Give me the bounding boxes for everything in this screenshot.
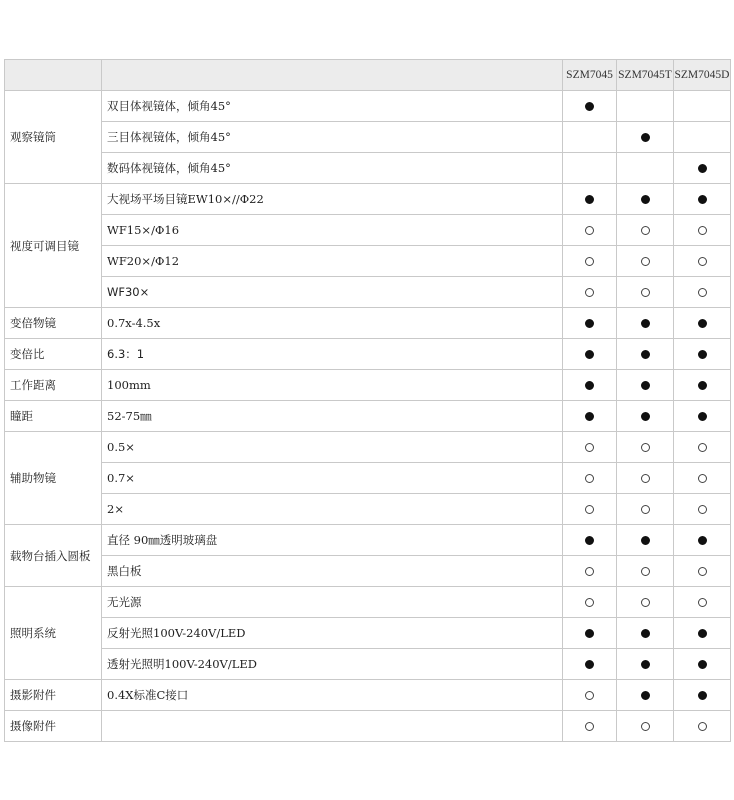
hollow-dot-icon bbox=[641, 598, 650, 607]
filled-dot-icon bbox=[698, 660, 707, 669]
availability-cell bbox=[674, 494, 731, 525]
filled-dot-icon bbox=[641, 381, 650, 390]
hollow-dot-icon bbox=[585, 226, 594, 235]
item-label: 0.7x-4.5x bbox=[102, 308, 563, 339]
availability-cell bbox=[563, 587, 617, 618]
availability-cell bbox=[563, 711, 617, 742]
item-label: 无光源 bbox=[102, 587, 563, 618]
item-label: 0.4X标准C接口 bbox=[102, 680, 563, 711]
filled-dot-icon bbox=[641, 629, 650, 638]
filled-dot-icon bbox=[641, 660, 650, 669]
hollow-dot-icon bbox=[641, 443, 650, 452]
filled-dot-icon bbox=[585, 381, 594, 390]
item-label: 0.7× bbox=[102, 463, 563, 494]
availability-cell bbox=[617, 711, 674, 742]
table-row bbox=[5, 587, 731, 618]
table-row bbox=[5, 370, 731, 401]
availability-cell bbox=[563, 494, 617, 525]
filled-dot-icon bbox=[698, 195, 707, 204]
filled-dot-icon bbox=[585, 629, 594, 638]
category-cell: 工作距离 bbox=[5, 370, 102, 401]
filled-dot-icon bbox=[585, 536, 594, 545]
filled-dot-icon bbox=[585, 412, 594, 421]
hollow-dot-icon bbox=[585, 474, 594, 483]
filled-dot-icon bbox=[698, 412, 707, 421]
availability-cell bbox=[674, 587, 731, 618]
hollow-dot-icon bbox=[641, 505, 650, 514]
availability-cell bbox=[563, 153, 617, 184]
hollow-dot-icon bbox=[641, 226, 650, 235]
table-row bbox=[5, 308, 731, 339]
filled-dot-icon bbox=[641, 412, 650, 421]
item-label: 直径 90㎜透明玻璃盘 bbox=[102, 525, 563, 556]
table-row bbox=[5, 122, 731, 153]
availability-cell bbox=[617, 556, 674, 587]
filled-dot-icon bbox=[585, 319, 594, 328]
model-header-szm7045t: SZM7045T bbox=[617, 60, 674, 91]
category-cell: 载物台插入圆板 bbox=[5, 525, 102, 587]
filled-dot-icon bbox=[585, 102, 594, 111]
hollow-dot-icon bbox=[698, 226, 707, 235]
filled-dot-icon bbox=[585, 350, 594, 359]
table-row bbox=[5, 494, 731, 525]
item-label: 52-75㎜ bbox=[102, 401, 563, 432]
availability-cell bbox=[674, 401, 731, 432]
availability-cell bbox=[563, 463, 617, 494]
table-row bbox=[5, 711, 731, 742]
availability-cell bbox=[674, 339, 731, 370]
filled-dot-icon bbox=[585, 660, 594, 669]
availability-cell bbox=[674, 711, 731, 742]
item-label: 0.5× bbox=[102, 432, 563, 463]
availability-cell bbox=[617, 215, 674, 246]
availability-cell bbox=[617, 308, 674, 339]
table-row bbox=[5, 432, 731, 463]
table-row bbox=[5, 215, 731, 246]
hollow-dot-icon bbox=[698, 443, 707, 452]
availability-cell bbox=[617, 649, 674, 680]
filled-dot-icon bbox=[698, 319, 707, 328]
availability-cell bbox=[617, 91, 674, 122]
item-label bbox=[102, 711, 563, 742]
hollow-dot-icon bbox=[585, 505, 594, 514]
availability-cell bbox=[563, 246, 617, 277]
category-cell: 观察镜筒 bbox=[5, 91, 102, 184]
table-row bbox=[5, 618, 731, 649]
availability-cell bbox=[563, 91, 617, 122]
availability-cell bbox=[617, 246, 674, 277]
availability-cell bbox=[563, 649, 617, 680]
hollow-dot-icon bbox=[641, 257, 650, 266]
filled-dot-icon bbox=[585, 195, 594, 204]
availability-cell bbox=[674, 556, 731, 587]
model-header-szm7045d: SZM7045D bbox=[674, 60, 731, 91]
filled-dot-icon bbox=[641, 691, 650, 700]
category-cell: 摄像附件 bbox=[5, 711, 102, 742]
availability-cell bbox=[563, 680, 617, 711]
filled-dot-icon bbox=[698, 691, 707, 700]
availability-cell bbox=[617, 277, 674, 308]
availability-cell bbox=[674, 246, 731, 277]
table-row bbox=[5, 339, 731, 370]
hollow-dot-icon bbox=[585, 288, 594, 297]
filled-dot-icon bbox=[641, 133, 650, 142]
availability-cell bbox=[617, 525, 674, 556]
table-row bbox=[5, 153, 731, 184]
spec-table-body bbox=[5, 60, 731, 742]
availability-cell bbox=[563, 122, 617, 153]
availability-cell bbox=[674, 618, 731, 649]
availability-cell bbox=[617, 587, 674, 618]
category-cell: 照明系统 bbox=[5, 587, 102, 680]
availability-cell bbox=[617, 618, 674, 649]
availability-cell bbox=[563, 339, 617, 370]
item-label: 大视场平场目镜EW10×//Φ22 bbox=[102, 184, 563, 215]
item-label: 2× bbox=[102, 494, 563, 525]
filled-dot-icon bbox=[698, 350, 707, 359]
availability-cell bbox=[674, 432, 731, 463]
availability-cell bbox=[617, 122, 674, 153]
availability-cell bbox=[617, 153, 674, 184]
category-cell: 变倍比 bbox=[5, 339, 102, 370]
hollow-dot-icon bbox=[585, 598, 594, 607]
availability-cell bbox=[563, 525, 617, 556]
availability-cell bbox=[674, 370, 731, 401]
category-cell: 辅助物镜 bbox=[5, 432, 102, 525]
availability-cell bbox=[674, 91, 731, 122]
category-cell: 瞳距 bbox=[5, 401, 102, 432]
item-label: 双目体视镜体，倾角45° bbox=[102, 91, 563, 122]
item-label: 黑白板 bbox=[102, 556, 563, 587]
filled-dot-icon bbox=[641, 536, 650, 545]
availability-cell bbox=[674, 308, 731, 339]
table-row bbox=[5, 246, 731, 277]
availability-cell bbox=[563, 215, 617, 246]
spec-table bbox=[4, 59, 731, 742]
hollow-dot-icon bbox=[585, 722, 594, 731]
hollow-dot-icon bbox=[698, 474, 707, 483]
filled-dot-icon bbox=[698, 164, 707, 173]
hollow-dot-icon bbox=[698, 505, 707, 514]
filled-dot-icon bbox=[698, 536, 707, 545]
availability-cell bbox=[617, 401, 674, 432]
item-label: WF20×/Φ12 bbox=[102, 246, 563, 277]
item-label: 反射光照100V-240V/LED bbox=[102, 618, 563, 649]
hollow-dot-icon bbox=[641, 722, 650, 731]
category-cell: 变倍物镜 bbox=[5, 308, 102, 339]
availability-cell bbox=[674, 463, 731, 494]
hollow-dot-icon bbox=[641, 474, 650, 483]
availability-cell bbox=[617, 432, 674, 463]
availability-cell bbox=[563, 401, 617, 432]
filled-dot-icon bbox=[641, 350, 650, 359]
table-row bbox=[5, 556, 731, 587]
header-corner bbox=[5, 60, 102, 91]
item-label: 三目体视镜体，倾角45° bbox=[102, 122, 563, 153]
table-row bbox=[5, 463, 731, 494]
hollow-dot-icon bbox=[585, 567, 594, 576]
filled-dot-icon bbox=[641, 319, 650, 328]
availability-cell bbox=[563, 370, 617, 401]
category-cell: 摄影附件 bbox=[5, 680, 102, 711]
hollow-dot-icon bbox=[698, 257, 707, 266]
availability-cell bbox=[674, 153, 731, 184]
filled-dot-icon bbox=[698, 629, 707, 638]
item-label: 6.3：1 bbox=[102, 339, 563, 370]
filled-dot-icon bbox=[698, 381, 707, 390]
availability-cell bbox=[617, 494, 674, 525]
table-row bbox=[5, 91, 731, 122]
availability-cell bbox=[617, 463, 674, 494]
availability-cell bbox=[674, 215, 731, 246]
table-row bbox=[5, 680, 731, 711]
availability-cell bbox=[563, 277, 617, 308]
hollow-dot-icon bbox=[585, 257, 594, 266]
item-label: WF15×/Φ16 bbox=[102, 215, 563, 246]
availability-cell bbox=[563, 184, 617, 215]
item-label: 数码体视镜体，倾角45° bbox=[102, 153, 563, 184]
availability-cell bbox=[617, 339, 674, 370]
hollow-dot-icon bbox=[698, 567, 707, 576]
availability-cell bbox=[563, 556, 617, 587]
availability-cell bbox=[674, 525, 731, 556]
hollow-dot-icon bbox=[585, 443, 594, 452]
availability-cell bbox=[674, 184, 731, 215]
availability-cell bbox=[674, 122, 731, 153]
hollow-dot-icon bbox=[698, 722, 707, 731]
availability-cell bbox=[563, 308, 617, 339]
category-cell: 视度可调目镜 bbox=[5, 184, 102, 308]
hollow-dot-icon bbox=[641, 288, 650, 297]
table-row bbox=[5, 277, 731, 308]
hollow-dot-icon bbox=[698, 288, 707, 297]
availability-cell bbox=[674, 277, 731, 308]
hollow-dot-icon bbox=[585, 691, 594, 700]
item-label: WF30× bbox=[102, 277, 563, 308]
hollow-dot-icon bbox=[641, 567, 650, 576]
hollow-dot-icon bbox=[698, 598, 707, 607]
header-row bbox=[5, 60, 731, 91]
availability-cell bbox=[674, 649, 731, 680]
availability-cell bbox=[563, 432, 617, 463]
availability-cell bbox=[617, 680, 674, 711]
table-row bbox=[5, 401, 731, 432]
item-label: 透射光照明100V-240V/LED bbox=[102, 649, 563, 680]
availability-cell bbox=[563, 618, 617, 649]
table-row bbox=[5, 184, 731, 215]
availability-cell bbox=[674, 680, 731, 711]
availability-cell bbox=[617, 370, 674, 401]
header-item-corner bbox=[102, 60, 563, 91]
filled-dot-icon bbox=[641, 195, 650, 204]
item-label: 100mm bbox=[102, 370, 563, 401]
model-header-szm7045: SZM7045 bbox=[563, 60, 617, 91]
availability-cell bbox=[617, 184, 674, 215]
table-row bbox=[5, 649, 731, 680]
table-row bbox=[5, 525, 731, 556]
